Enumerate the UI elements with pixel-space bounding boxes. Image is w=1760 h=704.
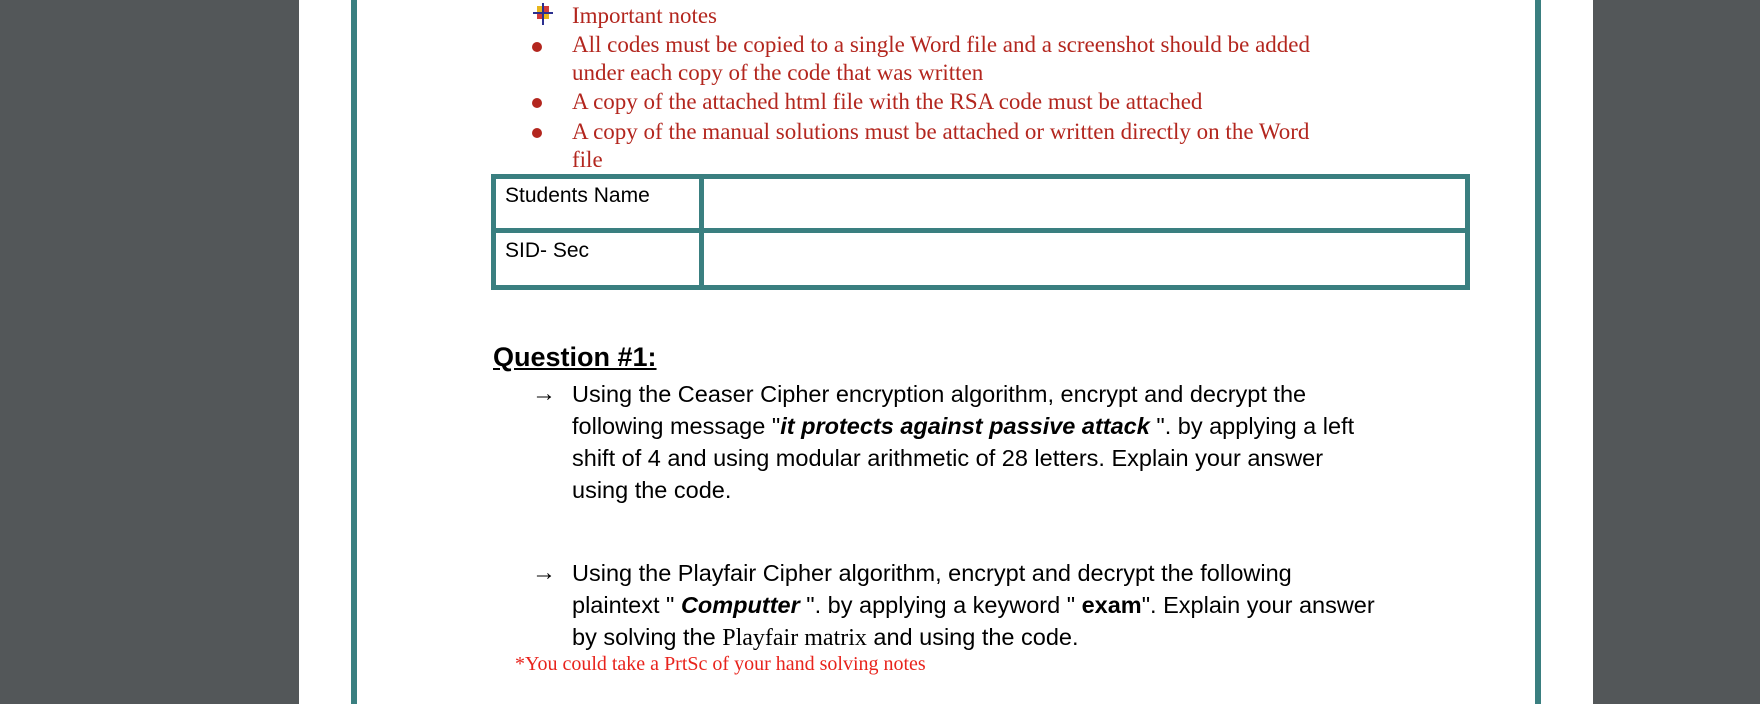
- text-run: ". Explain your answer: [1141, 592, 1375, 618]
- question-part1-line: using the code.: [572, 477, 732, 503]
- bullet-icon: [532, 128, 542, 138]
- hand-notes-hint: *You could take a PrtSc of your hand solving notes: [515, 653, 926, 675]
- pushpin-icon: [533, 3, 553, 25]
- question-part1-line: [572, 410, 1354, 442]
- page-border-right: [1535, 0, 1541, 704]
- text-run: ". by applying a left: [1149, 413, 1355, 439]
- sid-sec-field[interactable]: [712, 237, 1460, 281]
- question-part2-line: Using the Playfair Cipher algorithm, encrypt and decrypt the following: [572, 560, 1292, 586]
- students-name-field[interactable]: [712, 182, 1460, 222]
- bullet-icon: [532, 42, 542, 52]
- cipher-message: it protects against passive attack: [780, 413, 1150, 439]
- text-run: following message ": [572, 413, 781, 439]
- text-run: plaintext ": [572, 592, 681, 618]
- question-heading: Question #1:: [493, 342, 657, 372]
- table-row-divider: [491, 228, 1470, 233]
- students-name-label: Students Name: [505, 184, 650, 207]
- note-item-continued: file: [572, 147, 603, 172]
- page-border-left: [351, 0, 357, 704]
- text-run: by solving the: [572, 624, 723, 650]
- text-run-serif: Playfair matrix: [722, 625, 867, 651]
- text-run: ". by applying a keyword ": [799, 592, 1082, 618]
- bullet-icon: [532, 98, 542, 108]
- notes-heading: Important notes: [572, 3, 717, 28]
- question-part2-line: [572, 621, 1079, 654]
- note-item-continued: under each copy of the code that was written: [572, 60, 984, 85]
- arrow-right-icon: →: [532, 559, 556, 586]
- question-part1-line: Using the Ceaser Cipher encryption algorithm, encrypt and decrypt the: [572, 381, 1307, 407]
- note-item: A copy of the manual solutions must be attached or written directly on the Word: [572, 119, 1310, 144]
- note-item: A copy of the attached html file with the RSA code must be attached: [572, 89, 1203, 114]
- arrow-right-icon: →: [532, 380, 556, 407]
- note-item: All codes must be copied to a single Word file and a screenshot should be added: [572, 32, 1311, 57]
- sid-sec-label: SID- Sec: [505, 239, 590, 262]
- table-column-divider: [699, 174, 704, 290]
- keyword: exam: [1081, 592, 1142, 618]
- plaintext-word: Computter: [680, 592, 800, 618]
- question-part2-line: [572, 589, 1375, 621]
- text-run: and using the code.: [866, 624, 1079, 650]
- question-part1-line: shift of 4 and using modular arithmetic of 28 letters. Explain your answer: [572, 445, 1324, 471]
